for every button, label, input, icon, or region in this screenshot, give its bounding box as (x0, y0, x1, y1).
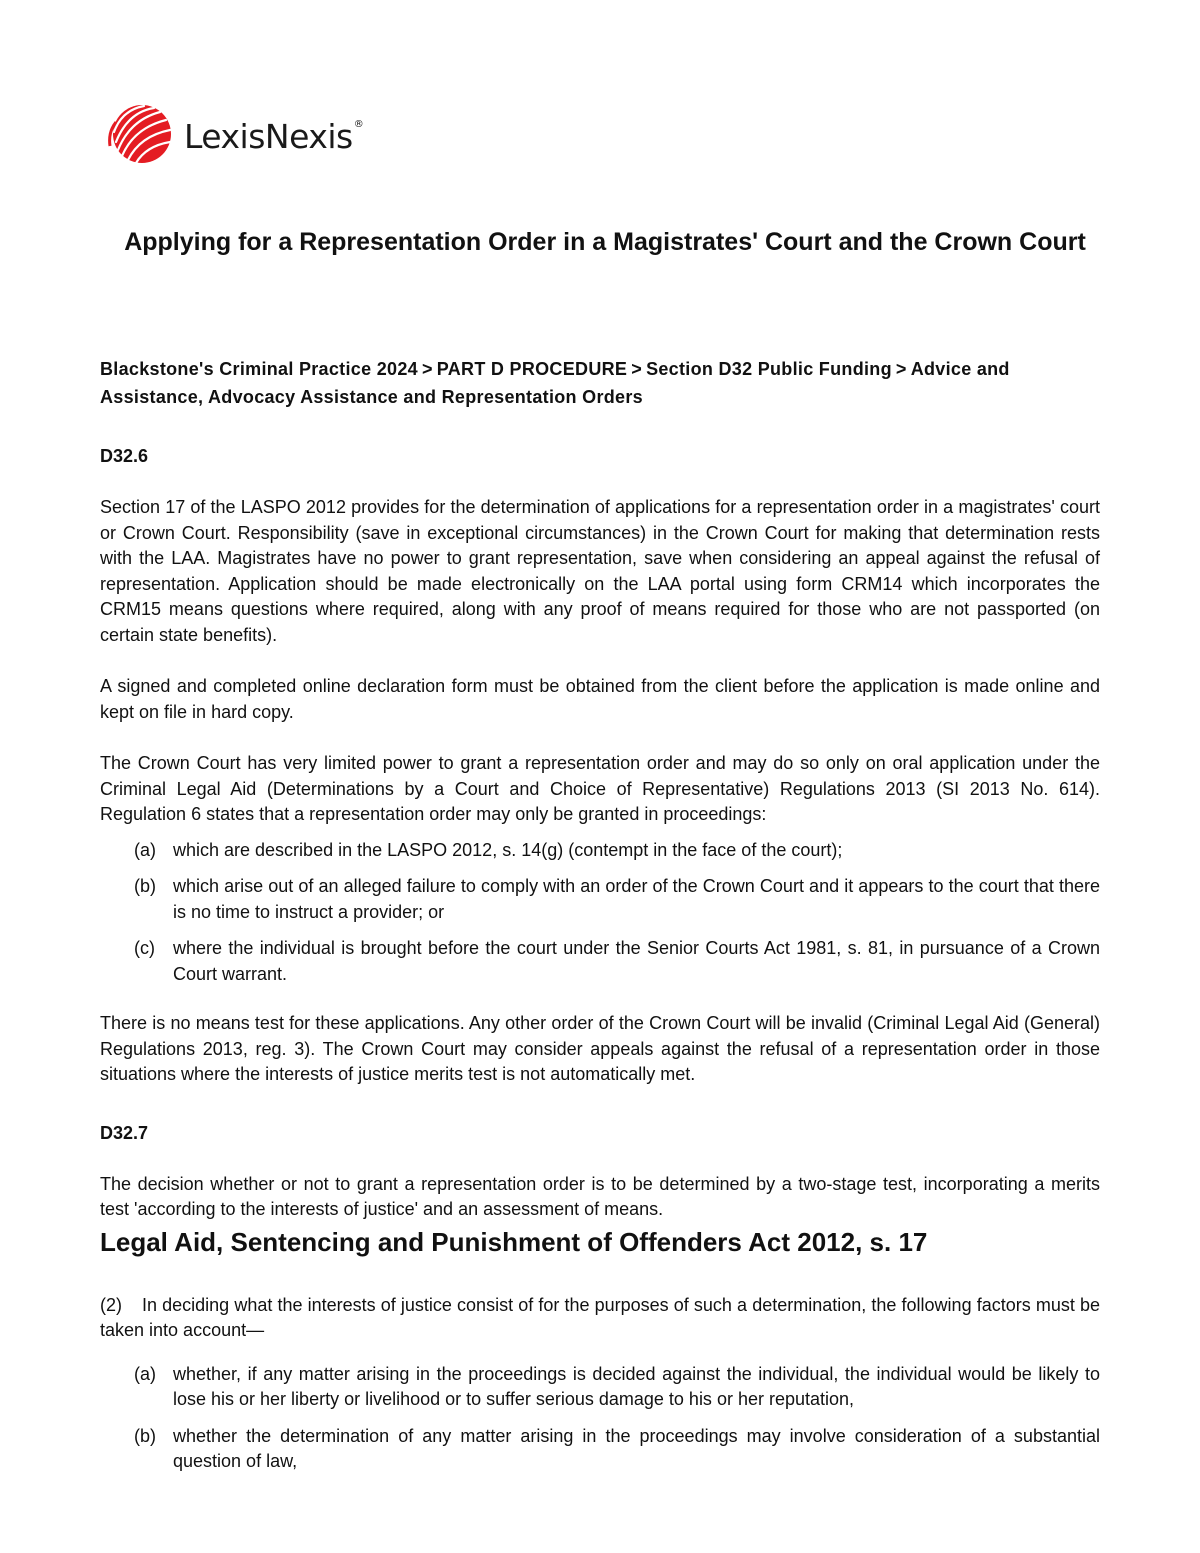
breadcrumb-item[interactable]: Blackstone's Criminal Practice 2024 (100, 359, 418, 379)
list-item (100, 1424, 1100, 1475)
breadcrumb-separator: > (421, 359, 433, 379)
section-id: D32.7 (100, 1122, 149, 1143)
act-paragraph-text: In deciding what the interests of justice consist of for the purposes of such a determination, the following factors must be taken into account— (100, 1294, 1100, 1340)
document-title: Applying for a Representation Order in a Magistrates' Court and the Crown Court (124, 228, 1086, 256)
list-item (100, 936, 1100, 987)
breadcrumb-item[interactable]: Section D32 Public Funding (646, 359, 892, 379)
paragraph: There is no means test for these applications. Any other order of the Crown Court will be invalid (Criminal Legal Aid (General) Regulations 2013, reg. 3). The Crown Court may consider appeals against the refusal of a representation order in those situations where the interests of justice merits test is not automatically met. (100, 1013, 1100, 1084)
breadcrumb (100, 355, 1100, 411)
list-item-text: where the individual is brought before the court under the Senior Courts Act 1981, s. 81, in pursuance of a Crown Court warrant. (173, 938, 1100, 984)
list-item-text: which are described in the LASPO 2012, s. 14(g) (contempt in the face of the court); (173, 839, 843, 860)
section-id: D32.6 (100, 446, 149, 466)
act-paragraph-number: (2) (100, 1294, 122, 1315)
list-item-text: whether, if any matter arising in the proceedings is decided against the individual, the individual would be likely to lose his or her liberty or livelihood or to suffer serious damage to his or her reputation, (173, 1363, 1100, 1409)
list-item-label: (a) (134, 839, 156, 860)
paragraph: A signed and completed online declaration form must be obtained from the client before the application is made online and kept on file in hard copy. (100, 676, 1100, 722)
list-item-label: (b) (134, 876, 156, 896)
list-item-text: which arise out of an alleged failure to comply with an order of the Crown Court and it appears to the court that there is no time to instruct a provider; or (173, 876, 1100, 922)
breadcrumb-separator: > (631, 359, 643, 379)
list-item-label: (a) (134, 1363, 156, 1384)
breadcrumb-separator: > (895, 359, 907, 379)
paragraph: The decision whether or not to grant a representation order is to be determined by a two-stage test, incorporating a merits test 'according to the interests of justice' and an assessment of means. (100, 1173, 1100, 1219)
list-item-text: whether the determination of any matter arising in the proceedings may involve consideration of a substantial question of law, (173, 1425, 1100, 1471)
paragraph: Section 17 of the LASPO 2012 provides for the determination of applications for a representation order in a magistrates' court or Crown Court. Responsibility (save in exceptional circumstances) in the Crown Court for making that determination rests with the LAA. Magistrates have no power to grant representation, save when considering an appeal against the refusal of representation. Application should be made electronically on the LAA portal using form CRM14 which incorporates the CRM15 means questions where required, along with any proof of means required for those who are not passported (on certain state benefits). (100, 497, 1100, 645)
lexisnexis-globe-icon (108, 102, 172, 166)
regulation-list (100, 838, 1100, 988)
list-item (100, 838, 1100, 864)
paragraph: The Crown Court has very limited power to grant a representation order and may do so only on oral application under the Criminal Legal Aid (Determinations by a Court and Choice of Representative) Regulations 2013 (SI 2013 No. 614). Regulation 6 states that a representation order may only be granted in proceedings: (100, 753, 1100, 824)
breadcrumb-item[interactable]: Advice and Assistance, Advocacy Assistance and Representation Orders (100, 359, 1010, 407)
document-body (100, 355, 1100, 1486)
list-item (100, 1362, 1100, 1413)
breadcrumb-item[interactable]: PART D PROCEDURE (436, 359, 628, 379)
act-paragraph (100, 1293, 1100, 1344)
list-item (100, 874, 1100, 925)
act-heading: Legal Aid, Sentencing and Punishment of Offenders Act 2012, s. 17 (100, 1226, 928, 1257)
act-factor-list (100, 1362, 1100, 1475)
list-item-label: (b) (134, 1425, 156, 1446)
list-item-label: (c) (134, 938, 155, 958)
lexisnexis-logo (108, 102, 363, 166)
logo-wordmark: LexisNexis® (184, 116, 364, 156)
